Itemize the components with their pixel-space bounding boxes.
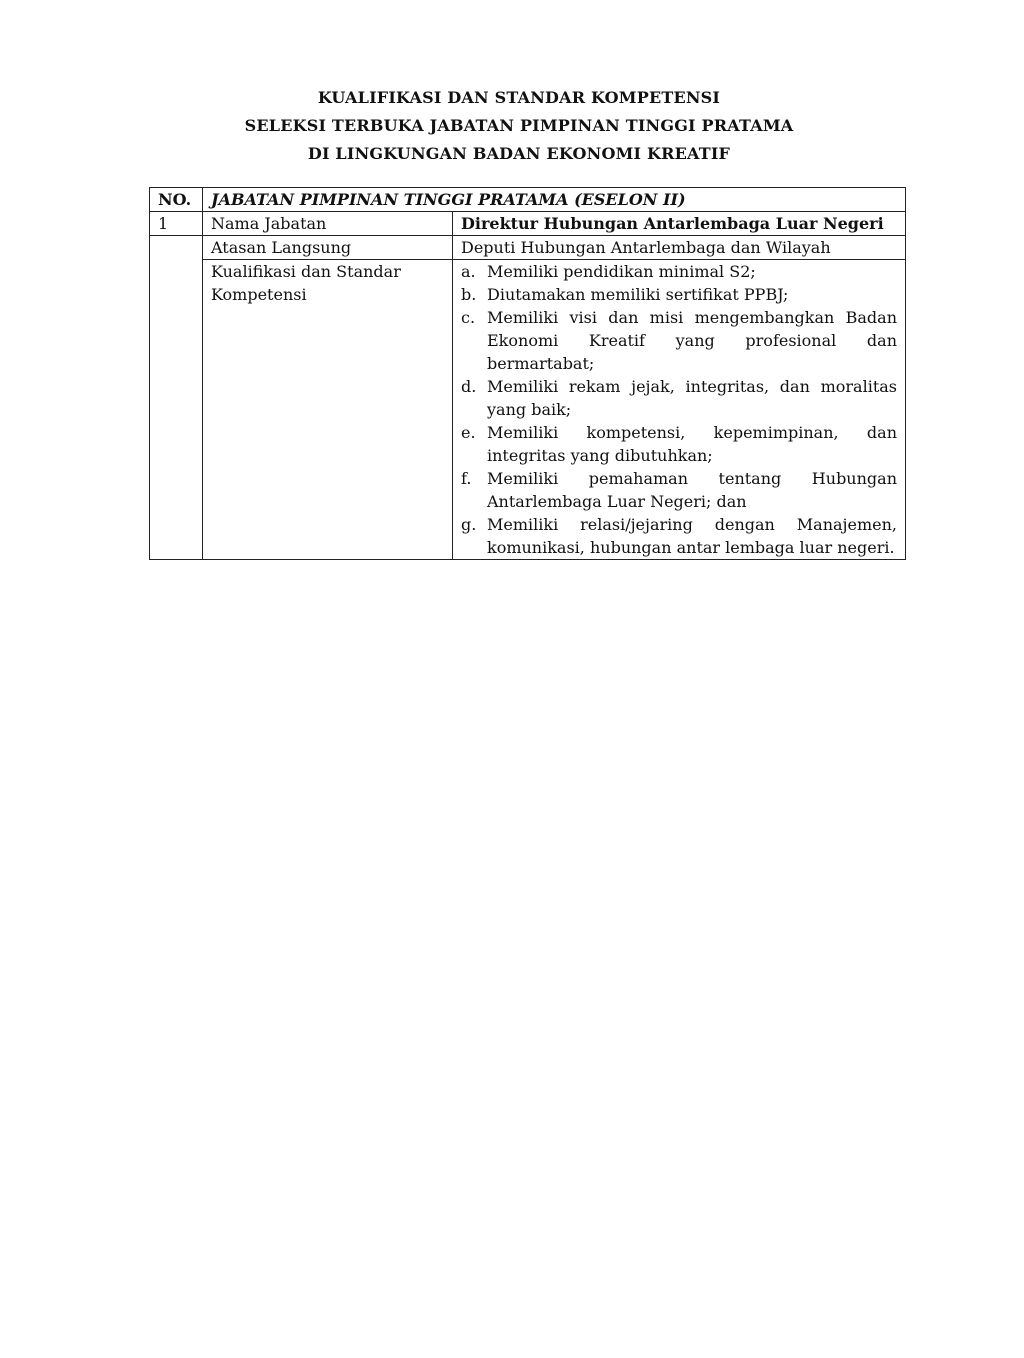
list-marker: f. xyxy=(461,469,472,488)
label-atasan-langsung: Atasan Langsung xyxy=(203,236,453,260)
list-item xyxy=(461,260,897,283)
document-title xyxy=(0,84,1024,168)
qualification-table xyxy=(149,187,906,560)
value-kualifikasi xyxy=(453,260,906,560)
requirements-list xyxy=(461,260,897,559)
list-item xyxy=(461,375,897,421)
list-text: Memiliki relasi/jejaring dengan Manajemen, komunikasi, hubungan antar lembaga luar negeri. xyxy=(487,515,897,557)
table-row xyxy=(150,212,906,236)
table-header-row xyxy=(150,188,906,212)
list-marker: b. xyxy=(461,285,477,304)
title-line-3: DI LINGKUNGAN BADAN EKONOMI KREATIF xyxy=(307,144,731,163)
list-text: Memiliki pemahaman tentang Hubungan Antarlembaga Luar Negeri; dan xyxy=(487,469,897,511)
list-item xyxy=(461,421,897,467)
list-text: Memiliki rekam jejak, integritas, dan moralitas yang baik; xyxy=(487,377,897,419)
row-number: 1 xyxy=(150,212,203,236)
list-item xyxy=(461,467,897,513)
label-kualifikasi: Kualifikasi dan Standar Kompetensi xyxy=(203,260,453,560)
list-marker: c. xyxy=(461,308,476,327)
list-marker: g. xyxy=(461,515,477,534)
list-text: Memiliki pendidikan minimal S2; xyxy=(487,262,756,281)
list-marker: a. xyxy=(461,262,476,281)
header-jabatan: JABATAN PIMPINAN TINGGI PRATAMA (ESELON II) xyxy=(203,188,906,212)
list-text: Memiliki kompetensi, kepemimpinan, dan integritas yang dibutuhkan; xyxy=(487,423,897,465)
list-text: Memiliki visi dan misi mengembangkan Badan Ekonomi Kreatif yang profesional dan bermartabat; xyxy=(487,308,897,373)
title-line-2: SELEKSI TERBUKA JABATAN PIMPINAN TINGGI PRATAMA xyxy=(244,116,794,135)
table-row xyxy=(150,236,906,260)
table-row xyxy=(150,260,906,560)
header-no: NO. xyxy=(150,188,203,212)
row-number-blank xyxy=(150,236,203,560)
list-item xyxy=(461,513,897,559)
list-text: Diutamakan memiliki sertifikat PPBJ; xyxy=(487,285,789,304)
list-item xyxy=(461,283,897,306)
list-item xyxy=(461,306,897,375)
value-atasan-langsung: Deputi Hubungan Antarlembaga dan Wilayah xyxy=(453,236,906,260)
label-nama-jabatan: Nama Jabatan xyxy=(203,212,453,236)
list-marker: d. xyxy=(461,377,477,396)
title-line-1: KUALIFIKASI DAN STANDAR KOMPETENSI xyxy=(317,88,721,107)
list-marker: e. xyxy=(461,423,476,442)
value-nama-jabatan: Direktur Hubungan Antarlembaga Luar Negeri xyxy=(453,212,906,236)
